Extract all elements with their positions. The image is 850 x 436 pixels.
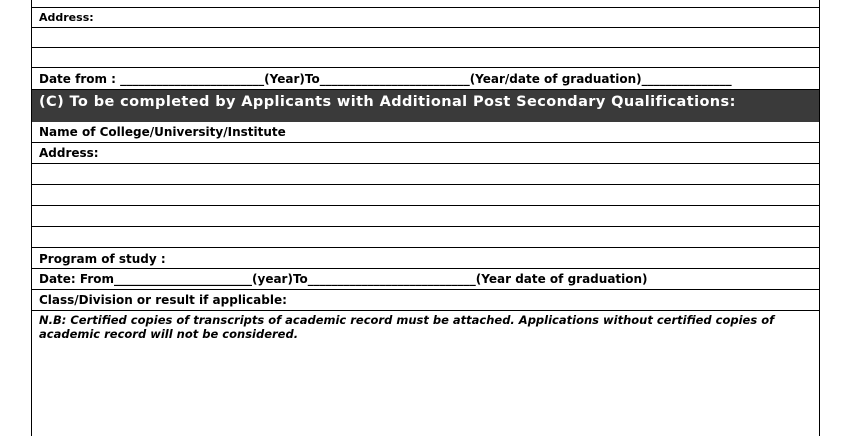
- address-label: Address:: [39, 11, 94, 24]
- address-line-c3[interactable]: [32, 185, 819, 206]
- class-row[interactable]: [32, 290, 819, 311]
- address-line-c2[interactable]: [32, 164, 819, 185]
- top-row: [32, 0, 819, 8]
- date-from-row[interactable]: [32, 68, 819, 90]
- address-line-2[interactable]: [32, 28, 819, 48]
- nb-note: N.B: Certified copies of transcripts of academic record must be attached. Applications without certified copies of academic record will not be considered.: [39, 313, 775, 341]
- program-label: Program of study :: [39, 252, 166, 266]
- application-form: [31, 0, 820, 436]
- college-row[interactable]: [32, 122, 819, 143]
- program-row[interactable]: [32, 248, 819, 269]
- date-row-c[interactable]: [32, 269, 819, 290]
- address-row-c[interactable]: [32, 143, 819, 164]
- date-from-label: Date from : ________________________(Year)To_________________________(Year/date of graduation)_______________: [39, 72, 732, 86]
- address-row[interactable]: [32, 8, 819, 28]
- section-c-header: [32, 90, 819, 122]
- college-label: Name of College/University/Institute: [39, 125, 286, 139]
- class-label: Class/Division or result if applicable:: [39, 293, 287, 307]
- address-line-c4[interactable]: [32, 206, 819, 227]
- date-label-c: Date: From_______________________(year)To____________________________(Year date of graduation): [39, 272, 648, 286]
- address-label-c: Address:: [39, 146, 99, 160]
- address-line-3[interactable]: [32, 48, 819, 68]
- address-line-c5[interactable]: [32, 227, 819, 248]
- section-c-title: (C) To be completed by Applicants with Additional Post Secondary Qualifications:: [39, 94, 736, 110]
